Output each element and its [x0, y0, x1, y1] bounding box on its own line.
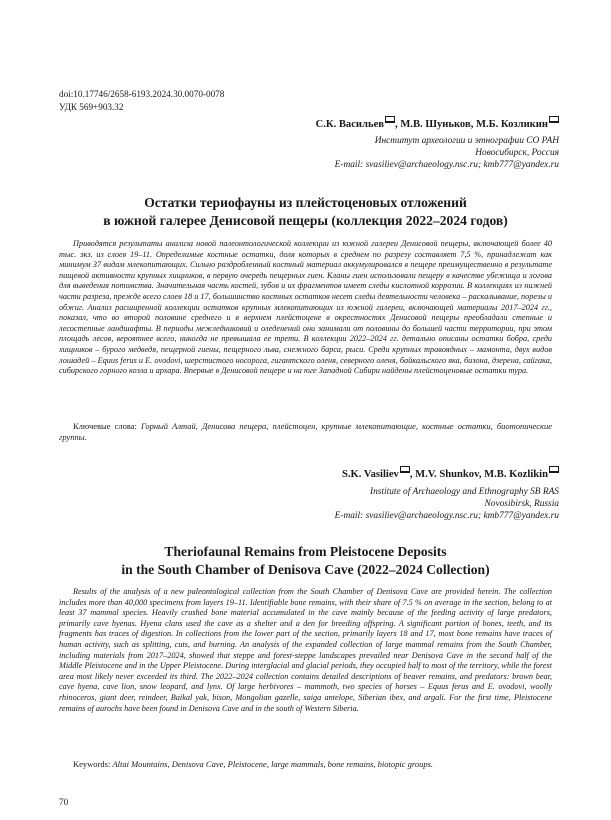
- author-separator: ,: [395, 119, 401, 130]
- authors-ru: [316, 119, 559, 130]
- title-en-line2: in the South Chamber of Denisova Cave (2022–2024 Collection): [121, 561, 490, 577]
- author-en-2: M.V. Shunkov: [415, 469, 479, 480]
- title-en: [50, 543, 561, 578]
- title-ru: [50, 194, 561, 229]
- udk: УДК 569+903.32: [59, 101, 124, 112]
- page-number: 70: [59, 797, 69, 807]
- affiliation-ru: [335, 135, 559, 171]
- affiliation-ru-email[interactable]: E-mail: svasiliev@archaeology.nsc.ru; kmb777@yandex.ru: [334, 160, 559, 170]
- author-ru-2: М.В. Шуньков: [400, 119, 471, 130]
- title-ru-line1: Остатки териофауны из плейстоценовых отложений: [144, 195, 467, 210]
- keywords-en-text: Altai Mountains, Denisova Cave, Pleistocene, large mammals, bone remains, biotopic groups.: [112, 759, 434, 769]
- affiliation-ru-institute: Институт археологии и этнографии СО РАН: [374, 136, 559, 146]
- envelope-icon[interactable]: [400, 466, 410, 473]
- affiliation-ru-city: Новосибирск, Россия: [475, 148, 559, 158]
- affiliation-en-email[interactable]: E-mail: svasiliev@archaeology.nsc.ru; kmb777@yandex.ru: [334, 511, 559, 521]
- envelope-icon[interactable]: [549, 466, 559, 473]
- authors-en: [342, 469, 559, 480]
- author-ru-3: М.Б. Козликин: [475, 119, 548, 130]
- author-separator: ,: [409, 469, 416, 480]
- author-en-1: S.K. Vasiliev: [342, 469, 399, 480]
- author-separator: ,: [470, 119, 476, 130]
- envelope-icon[interactable]: [549, 116, 559, 123]
- title-ru-line2: в южной галерее Денисовой пещеры (коллекция 2022–2024 годов): [103, 212, 508, 228]
- affiliation-en-city: Novosibirsk, Russia: [484, 499, 559, 509]
- keywords-ru-text: Горный Алтай, Денисова пещера, плейстоцен, крупные млекопитающие, костные остатки, биотопические группы.: [59, 421, 552, 442]
- author-ru-1: С.К. Васильев: [315, 119, 385, 130]
- keywords-en-label: Keywords:: [73, 759, 111, 769]
- keywords-ru: [59, 421, 552, 442]
- abstract-ru: Приводятся результаты анализа новой палеонтологической коллекции из южной галереи Денисовой пещеры, включающей более 40 тыс. экз. из слоев 19–11. Определимые костные остатки, доля которых в среднем по разрезу составляет 7,5 %, принадлежат как минимум 37 видам млекопитающих. Сильно раздробленный костный материал аккумулировался в пещере преимущественно в результате пищевой активности крупных хищников, в первую очередь пещерных гиен. Кланы гиен использовали пещеру в качестве убежища и логова для выведения потомства. Значительная часть костей, зубов и их фрагментов имеет следы кислотной коррозии. В коллекциях из нижней части разреза, прежде всего слоев 18 и 17, большинство костных остатков несет следы деятельности человека – раскалывание, порезы и обжиг. Анализ расширенной коллекции остатков крупных млекопитающих из южной галереи, включающей материалы 2017–2024 гг., показал, что во второй половине среднего и в верхнем плейстоцене в окрестностях Денисовой пещеры преобладали степные и лесостепные ландшафты. В периоды межледниковий и оледенений они занимали от половины до большей части территории, при этом площадь лесов, вероятнее всего, никогда не превышала ее трети. В коллекции 2022–2024 гг. детально описаны остатки бобра, среди хищников – бурого медведя, пещерной гиены, пещерного льва, снежного барса, рыси. Среди крупных травоядных – мамонта, двух видов лошадей – Equus ferus и E. ovodovi, шерстистого носорога, гигантского оленя, северного оленя, байкальского яка, бизона, дзерена, сайгака, сибирского горного козла и архара. Впервые в Денисовой пещере и на юге Западной Сибири найдены плейстоценовые остатки тура.: [59, 239, 552, 376]
- keywords-en: [59, 759, 552, 770]
- doi[interactable]: doi:10.17746/2658-6193.2024.30.0070-0078: [59, 89, 225, 99]
- affiliation-en-institute: Institute of Archaeology and Ethnography SB RAS: [369, 487, 559, 497]
- author-separator: ,: [478, 469, 485, 480]
- title-en-line1: Theriofaunal Remains from Pleistocene Deposits: [164, 544, 447, 559]
- article-meta: [59, 88, 224, 113]
- abstract-en: Results of the analysis of a new paleontological collection from the South Chamber of Denisova Cave are provided herein. The collection includes more than 40,000 specimens from layers 19–11. Identifiable bone remains, with their share of 7.5 % on average in the section, belong to at least 37 mammal species. Heavily crushed bone material accumulated in the cave mainly because of the feeding activity of large predators, primarily cave hyenas. Hyena clans used the cave as a shelter and a den for breeding offspring. A significant portion of bones, teeth, and its fragments has traces of digestion. In collections from the lower part of the section, primarily layers 18 and 17, most bone remains have traces of human activity, such as splitting, cuts, and burning. An analysis of the expanded collection of large mammal remains from the South Chamber, including materials from 2017–2024, showed that steppe and forest-steppe landscapes prevailed near Denisova Cave in the second half of the Middle Pleistocene and in the Upper Pleistocene. During interglacial and glacial periods, they occupied half to most of the territory, while the forest area most likely never exceeded its third. The 2022–2024 collection contains detailed descriptions of beaver remains, and predators: brown bear, cave hyena, cave lion, snow leopard, and lynx. Of large herbivores – mammoth, two species of horses – Equus ferus and E. ovodovi, woolly rhinoceros, giant deer, reindeer, Baikal yak, bison, Mongolian gazelle, saiga antelope, Siberian ibex, and argali. For the first time, Pleistocene remains of aurochs have been found in Denisova Cave and in the south of Western Siberia.: [59, 587, 552, 713]
- author-en-3: M.B. Kozlikin: [484, 469, 548, 480]
- affiliation-en: [335, 486, 559, 522]
- envelope-icon[interactable]: [385, 116, 395, 123]
- keywords-ru-label: Ключевые слова:: [73, 421, 137, 431]
